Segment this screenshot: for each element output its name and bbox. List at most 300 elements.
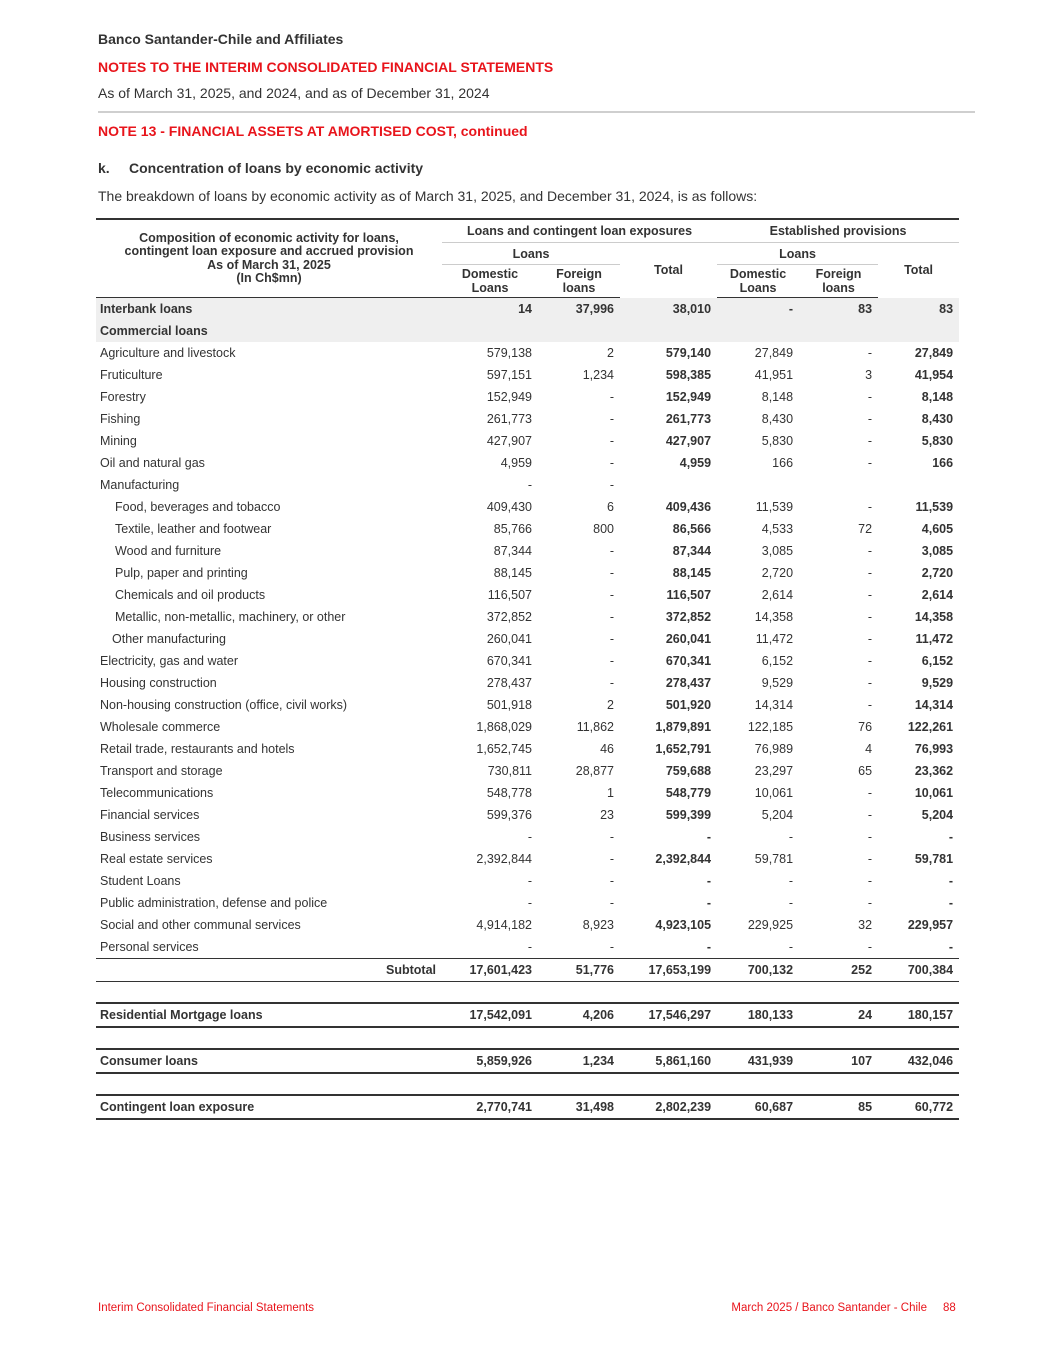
cell-value: 2,720	[761, 566, 794, 580]
cell-value: 4,923,105	[655, 918, 712, 932]
col-total-1: Total	[654, 263, 683, 278]
cell-value: 38,010	[620, 298, 717, 321]
composition-header	[96, 219, 442, 298]
cell-value: -	[867, 500, 873, 514]
cell-value: -	[609, 456, 614, 470]
cell-value: 548,779	[665, 786, 712, 800]
table-row	[96, 408, 959, 430]
cell-value: 17,653,199	[620, 959, 717, 982]
cell-value: -	[609, 874, 614, 888]
cell-value: 5,859,926	[442, 1049, 538, 1073]
cell-value: 152,949	[486, 390, 532, 404]
cell-value: -	[867, 698, 873, 712]
cell-value: -	[867, 544, 873, 558]
cell-value	[620, 474, 717, 496]
cell-value: 427,907	[665, 434, 712, 448]
intro-text: The breakdown of loans by economic activity as of March 31, 2025, and December 31, 2024, is as follows:	[98, 188, 758, 204]
cell-value: 46	[600, 742, 614, 756]
cell-value	[799, 320, 878, 342]
cell-value: 180,133	[717, 1003, 799, 1027]
cell-value: 88,145	[672, 566, 712, 580]
table-row	[96, 804, 959, 826]
cell-value: 278,437	[665, 676, 712, 690]
row-label: Chemicals and oil products	[115, 588, 266, 602]
cell-value: -	[717, 298, 799, 321]
cell-value: -	[867, 566, 873, 580]
cell-value: 261,773	[665, 412, 712, 426]
cell-value: 599,399	[665, 808, 712, 822]
subgroup-loans-2: Loans	[717, 243, 878, 265]
cell-value: 107	[799, 1049, 878, 1073]
cell-value: 17,601,423	[442, 959, 538, 982]
cell-value: 9,529	[761, 676, 794, 690]
cell-value: 1,652,745	[476, 742, 532, 756]
cell-value: 59,781	[754, 852, 794, 866]
cell-value: -	[527, 874, 532, 888]
cell-value: -	[948, 830, 954, 844]
col-foreign-1: Foreign loans	[538, 265, 620, 298]
cell-value: -	[867, 412, 873, 426]
table-row	[96, 914, 959, 936]
row-label: Pulp, paper and printing	[115, 566, 248, 580]
cell-value: 180,157	[878, 1003, 959, 1027]
cell-value: 599,376	[486, 808, 532, 822]
spacer-row	[96, 982, 959, 1004]
cell-value: 83	[799, 298, 878, 321]
spacer-row	[96, 1073, 959, 1095]
cell-value: -	[948, 940, 954, 954]
cell-value: 32	[858, 918, 873, 932]
cell-value: 28,877	[575, 764, 614, 778]
composition-line-4: (In Ch$mn)	[236, 271, 302, 285]
loans-by-activity-table	[96, 218, 959, 1120]
row-label: Housing construction	[100, 676, 217, 690]
table-row	[96, 562, 959, 584]
cell-value: 432,046	[878, 1049, 959, 1073]
table-row	[96, 342, 959, 364]
cell-value: 3,085	[921, 544, 954, 558]
cell-value: 229,957	[907, 918, 954, 932]
cell-value: -	[867, 676, 873, 690]
table-row	[96, 694, 959, 716]
cell-value: 2,614	[921, 588, 954, 602]
cell-value	[717, 474, 799, 496]
cell-value: 5,204	[921, 808, 954, 822]
cell-value: 2	[607, 698, 614, 712]
cell-value: 4,959	[679, 456, 712, 470]
cell-value: 1,879,891	[655, 720, 712, 734]
cell-value: 2,802,239	[620, 1095, 717, 1119]
cell-value: 5,204	[761, 808, 794, 822]
cell-value: 11,539	[755, 500, 794, 514]
cell-value	[442, 320, 538, 342]
cell-value: -	[706, 940, 712, 954]
footer-period: March 2025 / Banco Santander - Chile	[731, 1302, 927, 1314]
cell-value: 260,041	[665, 632, 712, 646]
col-domestic-1: Domestic Loans	[442, 265, 538, 298]
cell-value: 10,061	[754, 786, 794, 800]
cell-value: 27,849	[914, 346, 954, 360]
row-label: Business services	[100, 830, 201, 844]
section-letter: k.	[98, 160, 110, 176]
col-total-2: Total	[904, 263, 933, 278]
cell-value: -	[867, 610, 873, 624]
cell-value: 579,140	[665, 346, 712, 360]
cell-value: 2,614	[761, 588, 794, 602]
cell-value: -	[609, 412, 614, 426]
row-label: Oil and natural gas	[100, 456, 205, 470]
cell-value: 31,498	[538, 1095, 620, 1119]
cell-value: 278,437	[486, 676, 532, 690]
table-row	[96, 826, 959, 848]
cell-value: -	[706, 896, 712, 910]
cell-value: 2,770,741	[442, 1095, 538, 1119]
group-header-provisions: Established provisions	[717, 219, 959, 243]
cell-value: -	[527, 940, 532, 954]
cell-value: 11,472	[915, 632, 954, 646]
cell-value: -	[867, 632, 873, 646]
table-row	[96, 606, 959, 628]
cell-value: 1,652,791	[655, 742, 712, 756]
cell-value: 372,852	[665, 610, 712, 624]
table-row	[96, 892, 959, 914]
cell-value: 4,605	[921, 522, 954, 536]
row-label: Textile, leather and footwear	[115, 522, 272, 536]
cell-value: 122,261	[907, 720, 954, 734]
cell-value: -	[609, 632, 614, 646]
row-label: Agriculture and livestock	[100, 346, 236, 360]
cell-value: 72	[858, 522, 873, 536]
cell-value: 700,132	[717, 959, 799, 982]
spacer-row	[96, 1027, 959, 1049]
cell-value: 501,920	[665, 698, 712, 712]
cell-value	[538, 320, 620, 342]
cell-value: 730,811	[487, 764, 532, 778]
cell-value: 116,507	[487, 588, 532, 602]
row-label: Financial services	[100, 808, 200, 822]
cell-value: 60,772	[878, 1095, 959, 1119]
company-name: Banco Santander-Chile and Affiliates	[98, 31, 344, 47]
cell-value: -	[867, 940, 873, 954]
col-domestic-2: Domestic Loans	[717, 265, 799, 298]
row-label: Forestry	[100, 390, 146, 404]
table-row	[96, 496, 959, 518]
cell-value: -	[609, 478, 614, 492]
cell-value: 83	[878, 298, 959, 321]
cell-value: 85,766	[493, 522, 532, 536]
cell-value: -	[609, 896, 614, 910]
cell-value: 759,688	[665, 764, 712, 778]
cell-value: 37,996	[538, 298, 620, 321]
cell-value: 14,314	[914, 698, 954, 712]
cell-value: 1,234	[582, 368, 614, 382]
cell-value: 8,148	[761, 390, 794, 404]
cell-value: -	[788, 874, 794, 888]
cell-value: 2,392,844	[476, 852, 532, 866]
cell-value: 10,061	[914, 786, 954, 800]
row-label: Student Loans	[100, 874, 181, 888]
cell-value: -	[867, 654, 873, 668]
row-label: Residential Mortgage loans	[96, 1003, 442, 1027]
cell-value: 166	[932, 456, 954, 470]
cell-value: 597,151	[486, 368, 532, 382]
cell-value: 372,852	[486, 610, 532, 624]
cell-value: 579,138	[486, 346, 532, 360]
cell-value: 409,436	[665, 500, 712, 514]
cell-value: 427,907	[486, 434, 532, 448]
table-row	[96, 650, 959, 672]
footer-title: Interim Consolidated Financial Statements	[98, 1302, 315, 1314]
cell-value: 88,145	[493, 566, 532, 580]
section-title	[98, 160, 423, 176]
cell-value: 11,472	[755, 632, 794, 646]
cell-value: 1	[607, 786, 614, 800]
cell-value: 14,358	[914, 610, 954, 624]
row-label: Public administration, defense and police	[100, 896, 328, 910]
cell-value: 152,949	[665, 390, 712, 404]
cell-value: -	[609, 654, 614, 668]
table-row	[96, 540, 959, 562]
row-label: Mining	[100, 434, 137, 448]
cell-value: -	[788, 830, 794, 844]
cell-value: 3	[865, 368, 873, 382]
cell-value: 261,773	[486, 412, 532, 426]
cell-value: 41,951	[754, 368, 794, 382]
table-row	[96, 760, 959, 782]
row-label: Wholesale commerce	[100, 720, 221, 734]
row-label: Social and other communal services	[100, 918, 301, 932]
cell-value: -	[609, 390, 614, 404]
composition-line-1: Composition of economic activity for loans,	[139, 230, 399, 245]
cell-value: 3,085	[761, 544, 794, 558]
table-row	[96, 848, 959, 870]
cell-value: -	[609, 566, 614, 580]
cell-value: -	[867, 588, 873, 602]
cell-value: -	[609, 852, 614, 866]
row-label: Real estate services	[100, 852, 213, 866]
row-label: Contingent loan exposure	[96, 1095, 442, 1119]
cell-value: -	[788, 940, 794, 954]
table-row	[96, 716, 959, 738]
table-row	[96, 959, 959, 982]
cell-value: -	[706, 874, 712, 888]
cell-value: -	[867, 434, 873, 448]
cell-value: 260,041	[486, 632, 532, 646]
cell-value: -	[867, 896, 873, 910]
cell-value: 59,781	[914, 852, 954, 866]
cell-value: 6,152	[921, 654, 954, 668]
cell-value: -	[867, 852, 873, 866]
subgroup-loans-1: Loans	[442, 243, 620, 265]
cell-value: 8,430	[761, 412, 794, 426]
table-row	[96, 1003, 959, 1027]
row-label: Food, beverages and tobacco	[115, 500, 281, 514]
cell-value: 4,533	[761, 522, 794, 536]
cell-value: 4	[865, 742, 873, 756]
cell-value: -	[609, 544, 614, 558]
cell-value: 76,989	[754, 742, 794, 756]
cell-value: -	[867, 786, 873, 800]
cell-value: -	[948, 896, 954, 910]
table-row	[96, 584, 959, 606]
cell-value: 2,720	[921, 566, 954, 580]
cell-value: 86,566	[672, 522, 712, 536]
cell-value: 11,539	[915, 500, 954, 514]
table-body	[96, 298, 959, 1120]
note-title: NOTE 13 - FINANCIAL ASSETS AT AMORTISED COST, continued	[98, 123, 528, 139]
row-label: Subtotal	[96, 959, 442, 982]
row-label: Transport and storage	[100, 764, 223, 778]
cell-value: -	[867, 456, 873, 470]
cell-value: -	[706, 830, 712, 844]
cell-value: 2	[607, 346, 614, 360]
cell-value: 65	[858, 764, 873, 778]
row-label: Non-housing construction (office, civil works)	[100, 698, 348, 712]
row-label: Manufacturing	[100, 478, 180, 492]
table-row	[96, 936, 959, 959]
table-row	[96, 364, 959, 386]
table-row	[96, 782, 959, 804]
table-row	[96, 452, 959, 474]
cell-value: 2,392,844	[655, 852, 712, 866]
table-row	[96, 672, 959, 694]
cell-value: 800	[593, 522, 614, 536]
cell-value: 23,297	[754, 764, 794, 778]
table-row	[96, 386, 959, 408]
cell-value	[878, 320, 959, 342]
row-label: Commercial loans	[96, 320, 442, 342]
cell-value: 76	[858, 720, 873, 734]
cell-value: 24	[799, 1003, 878, 1027]
cell-value: -	[609, 434, 614, 448]
row-label: Fishing	[100, 412, 141, 426]
cell-value: 8,430	[921, 412, 954, 426]
cell-value: 17,542,091	[442, 1003, 538, 1027]
table-row	[96, 628, 959, 650]
row-label: Retail trade, restaurants and hotels	[100, 742, 295, 756]
cell-value: 9,529	[921, 676, 954, 690]
cell-value: -	[867, 808, 873, 822]
cell-value: 700,384	[878, 959, 959, 982]
cell-value: 17,546,297	[620, 1003, 717, 1027]
cell-value: -	[527, 830, 532, 844]
cell-value: 548,778	[486, 786, 532, 800]
section-heading: Concentration of loans by economic activity	[129, 160, 424, 176]
cell-value: 60,687	[717, 1095, 799, 1119]
page-number: 88	[943, 1302, 956, 1314]
cell-value: 8,923	[582, 918, 614, 932]
row-label: Wood and furniture	[115, 544, 222, 558]
cell-value: 11,862	[576, 720, 614, 734]
table-row	[96, 430, 959, 452]
table-row	[96, 474, 959, 496]
table-row	[96, 320, 959, 342]
cell-value	[878, 474, 959, 496]
cell-value: 670,341	[665, 654, 712, 668]
cell-value: -	[867, 874, 873, 888]
cell-value: 87,344	[672, 544, 712, 558]
cell-value: -	[609, 940, 614, 954]
cell-value: -	[527, 478, 532, 492]
composition-line-2: contingent loan exposure and accrued provision	[124, 244, 414, 258]
composition-line-3: As of March 31, 2025	[207, 257, 331, 272]
cell-value: 116,507	[666, 588, 712, 602]
cell-value: 670,341	[486, 654, 532, 668]
cell-value: 87,344	[493, 544, 532, 558]
cell-value: 229,925	[747, 918, 794, 932]
cell-value: 1,868,029	[476, 720, 532, 734]
cell-value: 14,314	[754, 698, 794, 712]
cell-value: 76,993	[914, 742, 954, 756]
cell-value: 598,385	[665, 368, 712, 382]
cell-value: 41,954	[914, 368, 954, 382]
cell-value: 14	[442, 298, 538, 321]
cell-value: 6,152	[761, 654, 794, 668]
row-label: Other manufacturing	[112, 632, 226, 646]
row-label: Electricity, gas and water	[100, 654, 239, 668]
table-row	[96, 1049, 959, 1073]
cell-value: -	[788, 896, 794, 910]
row-label: Metallic, non-metallic, machinery, or other	[115, 610, 346, 624]
cell-value: -	[867, 390, 873, 404]
cell-value: -	[948, 874, 954, 888]
row-label: Fruticulture	[100, 368, 163, 382]
cell-value: 122,185	[747, 720, 794, 734]
cell-value: 409,430	[486, 500, 532, 514]
cell-value: 1,234	[538, 1049, 620, 1073]
table-row	[96, 518, 959, 540]
row-label: Telecommunications	[100, 786, 214, 800]
cell-value	[717, 320, 799, 342]
cell-value: 166	[772, 456, 794, 470]
cell-value: -	[609, 830, 614, 844]
cell-value: -	[609, 676, 614, 690]
cell-value: -	[609, 588, 614, 602]
cell-value: 4,959	[500, 456, 532, 470]
cell-value: 23,362	[914, 764, 954, 778]
cell-value: 501,918	[486, 698, 532, 712]
cell-value: 14,358	[754, 610, 794, 624]
cell-value: 5,830	[761, 434, 794, 448]
cell-value: -	[527, 896, 532, 910]
cell-value: 27,849	[754, 346, 794, 360]
cell-value: 85	[799, 1095, 878, 1119]
cell-value: 5,830	[921, 434, 954, 448]
row-label: Interbank loans	[96, 298, 442, 321]
cell-value: 6	[607, 500, 614, 514]
group-header-loans-exposures: Loans and contingent loan exposures	[442, 219, 717, 243]
cell-value: 23	[600, 808, 614, 822]
cell-value: -	[867, 346, 873, 360]
cell-value: 431,939	[717, 1049, 799, 1073]
cell-value: 4,914,182	[476, 918, 532, 932]
cell-value	[799, 474, 878, 496]
cell-value: 4,206	[538, 1003, 620, 1027]
notes-title: NOTES TO THE INTERIM CONSOLIDATED FINANCIAL STATEMENTS	[98, 59, 554, 75]
table-row	[96, 298, 959, 321]
row-label: Consumer loans	[96, 1049, 442, 1073]
cell-value: -	[867, 830, 873, 844]
table-row	[96, 738, 959, 760]
cell-value: 252	[799, 959, 878, 982]
table-row	[96, 1095, 959, 1119]
cell-value	[620, 320, 717, 342]
header-divider	[98, 111, 975, 113]
col-foreign-2: Foreign loans	[799, 265, 878, 298]
cell-value: 51,776	[538, 959, 620, 982]
cell-value: -	[609, 610, 614, 624]
table-row	[96, 870, 959, 892]
